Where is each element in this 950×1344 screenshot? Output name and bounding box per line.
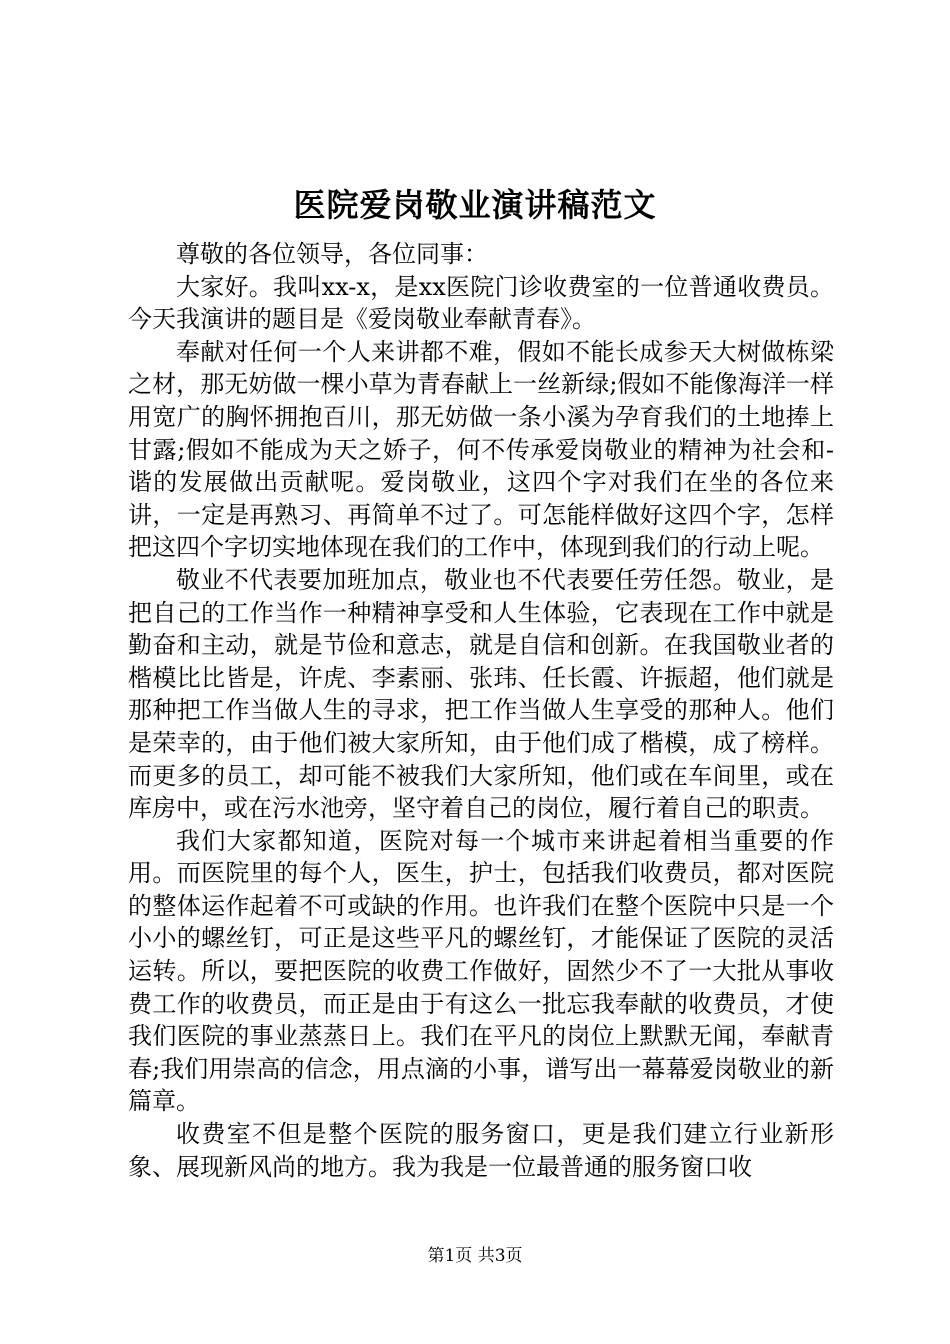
paragraph-introduction: 大家好。我叫xx-x，是xx医院门诊收费室的一位普通收费员。今天我演讲的题目是《爱岗敬业奉献青春》。 xyxy=(128,272,834,334)
page-number-footer: 第1页 共3页 xyxy=(427,1246,523,1266)
paragraph-salutation: 尊敬的各位领导，各位同事： xyxy=(176,240,488,268)
paragraph-hospital-role: 我们大家都知道，医院对每一个城市来讲起着相当重要的作用。而医院里的每个人，医生，护士，包括我们收费员，都对医院的整体运作起着不可或缺的作用。也许我们在整个医院中只是一个小小的螺丝钉，可正是这些平凡的螺丝钉，才能保证了医院的灵活运转。所以，要把医院的收费工作做好，固然少不了一大批从事收费工作的收费员，而正是由于有这么一批忘我奉献的收费员，才使我们医院的事业蒸蒸日上。我们在平凡的岗位上默默无闻，奉献青春;我们用崇高的信念，用点滴的小事，谱写出一幕幕爱岗敬业的新篇章。 xyxy=(128,826,834,1116)
paragraph-dedication: 奉献对任何一个人来讲都不难，假如不能长成参天大树做栋梁之材，那无妨做一棵小草为青春献上一丝新绿;假如不能像海洋一样用宽广的胸怀拥抱百川，那无妨做一条小溪为孕育我们的土地捧上甘露;假如不能成为天之娇子，何不传承爱岗敬业的精神为社会和-谐的发展做出贡献呢。爱岗敬业，这四个字对我们在坐的各位来讲，一定是再熟习、再简单不过了。可怎能样做好这四个字，怎样把这四个字切实地体现在我们的工作中，体现到我们的行动上呢。 xyxy=(128,337,834,562)
paragraph-service-window: 收费室不但是整个医院的服务窗口，更是我们建立行业新形象、展现新风尚的地方。我为我是一位最普通的服务窗口收 xyxy=(128,1120,834,1181)
document-body xyxy=(128,238,834,1183)
paragraph-professionalism: 敬业不代表要加班加点，敬业也不代表要任劳任怨。敬业，是把自己的工作当作一种精神享受和人生体验，它表现在工作中就是勤奋和主动，就是节俭和意志，就是自信和创新。在我国敬业者的楷模比比皆是，许虎、李素丽、张玮、任长霞、许振超，他们就是那种把工作当做人生的寻求，把工作当做人生享受的那种人。他们是荣幸的，由于他们被大家所知，由于他们成了楷模，成了榜样。而更多的员工，却可能不被我们大家所知，他们或在车间里，或在库房中，或在污水池旁，坚守着自己的岗位，履行着自己的职责。 xyxy=(128,565,834,823)
document-title: 医院爱岗敬业演讲稿范文 xyxy=(293,186,657,224)
